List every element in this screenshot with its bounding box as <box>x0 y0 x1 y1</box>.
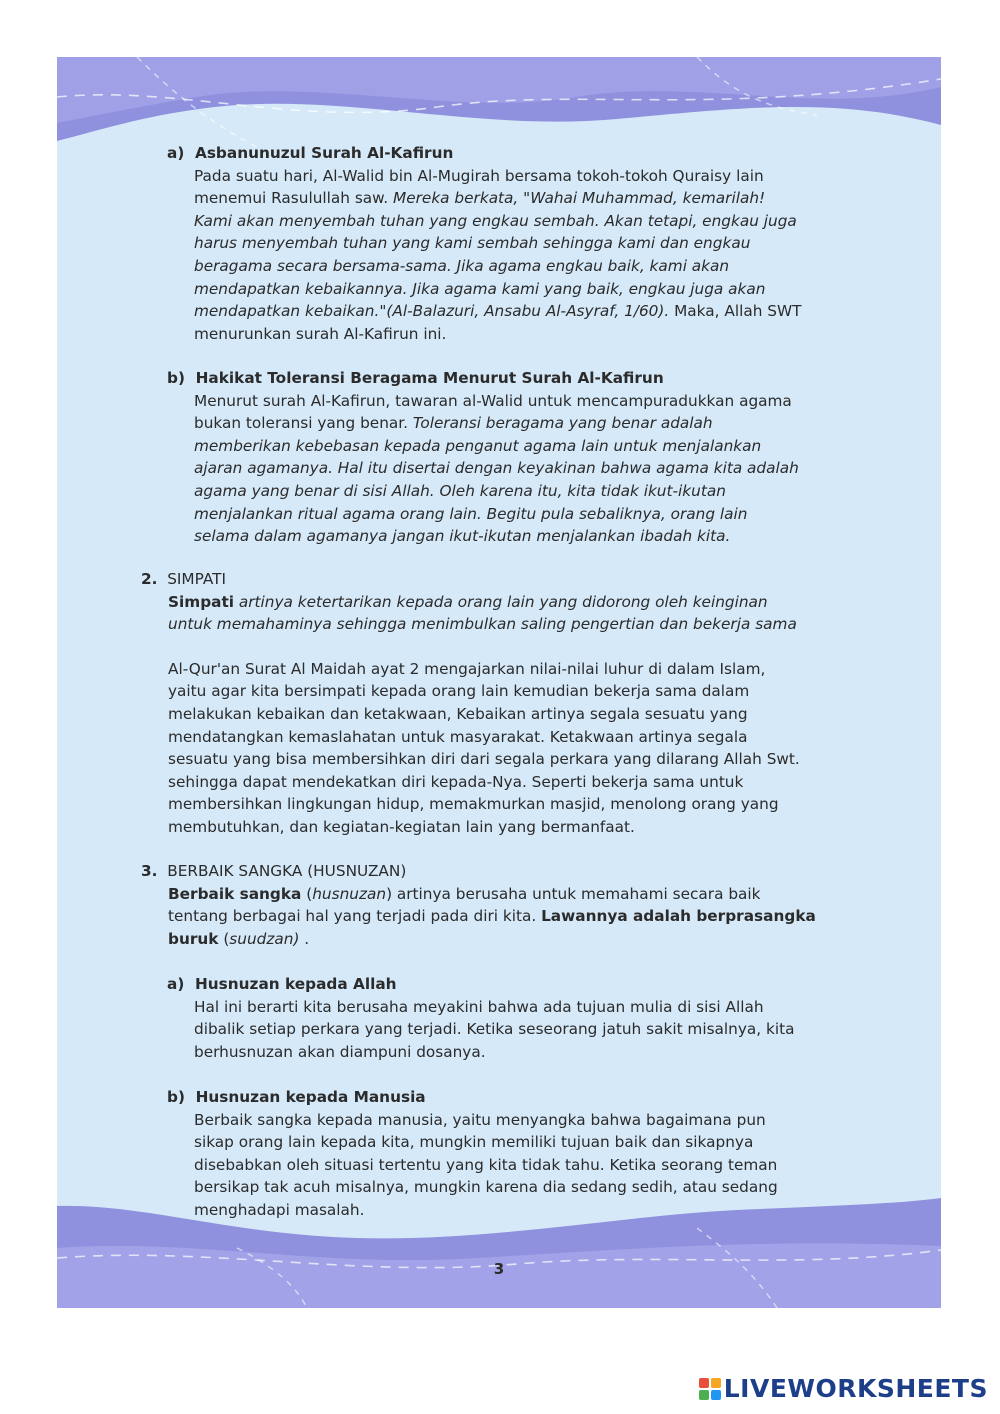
section-3a-heading-line <box>167 973 907 996</box>
page-number: 3 <box>493 1260 505 1278</box>
text-segment: bersikap tak acuh misalnya, mungkin karena dia sedang sedih, atau sedang <box>194 1178 778 1197</box>
text-segment: untuk memahaminya sehingga menimbulkan saling pengertian dan bekerja sama <box>168 615 797 634</box>
text-segment: sesuatu yang bisa membersihkan diri dari segala perkara yang dilarang Allah Swt. <box>168 750 800 769</box>
text-segment: Toleransi beragama yang benar adalah <box>412 414 713 433</box>
text-line <box>168 748 921 771</box>
section-3b-heading: Husnuzan kepada Manusia <box>195 1088 426 1106</box>
section-1a-heading-line <box>167 142 887 165</box>
text-segment: harus menyembah tuhan yang kami sembah sehingga kami dan engkau <box>194 234 751 253</box>
text-line <box>168 905 921 928</box>
text-segment: membersihkan lingkungan hidup, memakmurkan masjid, menolong orang yang <box>168 795 779 814</box>
text-line <box>194 1131 907 1154</box>
text-segment: dibalik setiap perkara yang terjadi. Ketika seseorang jatuh sakit misalnya, kita <box>194 1020 795 1039</box>
text-segment: husnuzan <box>312 884 387 903</box>
text-segment: ajaran agamanya. Hal itu disertai dengan keyakinan bahwa agama kita adalah <box>194 459 799 478</box>
text-line <box>194 435 907 458</box>
section-3-body <box>141 883 921 951</box>
section-2-heading-line <box>141 568 921 591</box>
text-segment: Kami akan menyembah tuhan yang engkau sembah. Akan tetapi, engkau juga <box>194 211 797 230</box>
section-3-heading-line <box>141 860 921 883</box>
text-segment: ( <box>301 884 313 903</box>
section-2-body <box>141 658 921 839</box>
text-segment: menghadapi masalah. <box>194 1200 365 1219</box>
section-1a-heading: Asbanunuzul Surah Al-Kafirun <box>194 144 454 162</box>
text-line <box>168 883 921 906</box>
text-line <box>168 928 921 951</box>
text-segment: Al-Qur'an Surat Al Maidah ayat 2 mengajarkan nilai-nilai luhur di dalam Islam, <box>168 659 766 678</box>
text-line <box>194 1199 907 1222</box>
text-segment: Lawannya adalah berprasangka <box>541 907 816 926</box>
section-2-heading: SIMPATI <box>167 570 227 588</box>
text-line <box>194 412 907 435</box>
text-segment: buruk <box>168 929 219 948</box>
text-line <box>194 1041 907 1064</box>
text-line <box>168 680 921 703</box>
section-3b-marker: b) <box>167 1088 185 1106</box>
text-line <box>168 658 921 681</box>
text-line <box>194 457 907 480</box>
section-2-marker: 2. <box>141 570 158 588</box>
text-line <box>194 210 887 233</box>
section-2 <box>141 568 921 839</box>
text-segment: sikap orang lain kepada kita, mungkin memiliki tujuan baik dan sikapnya <box>194 1133 754 1152</box>
section-1a <box>167 142 887 345</box>
liveworksheets-brand[interactable] <box>699 1374 988 1403</box>
text-segment: membutuhkan, dan kegiatan-kegiatan lain yang bermanfaat. <box>168 817 635 836</box>
text-segment: menjalankan ritual agama orang lain. Begitu pula sebaliknya, orang lain <box>194 504 748 523</box>
text-line <box>168 771 921 794</box>
text-segment: beragama secara bersama-sama. Jika agama engkau baik, kami akan <box>194 256 730 275</box>
text-line <box>168 726 921 749</box>
section-3a-body <box>167 996 907 1064</box>
text-segment: disebabkan oleh situasi tertentu yang kita tidak tahu. Ketika seorang teman <box>194 1155 778 1174</box>
text-segment: Mereka berkata, "Wahai Muhammad, kemarilah! <box>393 189 766 208</box>
liveworksheets-logo-icon <box>699 1378 721 1400</box>
section-3a-marker: a) <box>167 975 185 993</box>
worksheet-page <box>57 57 941 1308</box>
section-3-marker: 3. <box>141 862 158 880</box>
text-line <box>194 480 907 503</box>
text-segment: Berbaik sangka kepada manusia, yaitu menyangka bahwa bagaimana pun <box>194 1110 766 1129</box>
section-1b <box>167 367 907 548</box>
text-segment: tentang berbagai hal yang terjadi pada diri kita. <box>168 907 542 926</box>
section-3b <box>167 1086 907 1222</box>
section-1b-body <box>167 390 907 548</box>
text-line <box>168 591 921 614</box>
text-segment: Hal ini berarti kita berusaha meyakini bahwa ada tujuan mulia di sisi Allah <box>194 997 764 1016</box>
section-3-heading: BERBAIK SANGKA (HUSNUZAN) <box>167 862 407 880</box>
section-3a-heading: Husnuzan kepada Allah <box>194 975 397 993</box>
text-segment: suudzan) <box>229 929 300 948</box>
text-segment: mendapatkan kebaikannya. Jika agama kami yang baik, engkau juga akan <box>194 279 766 298</box>
text-segment: ) artinya berusaha untuk memahami secara baik <box>386 884 761 903</box>
section-3a <box>167 973 907 1063</box>
text-segment: memberikan kebebasan kepada penganut agama lain untuk menjalankan <box>194 436 762 455</box>
text-line <box>168 703 921 726</box>
text-line <box>168 816 921 839</box>
text-segment: . <box>299 929 310 948</box>
text-line <box>194 165 887 188</box>
text-segment: Berbaik sangka <box>168 884 302 903</box>
section-3 <box>141 860 921 950</box>
text-line <box>194 323 887 346</box>
text-segment: artinya ketertarikan kepada orang lain yang didorong oleh keinginan <box>234 592 768 611</box>
text-segment: Simpati <box>168 592 235 611</box>
text-line <box>194 300 887 323</box>
section-1b-heading-line <box>167 367 907 390</box>
text-segment: mendatangkan kemaslahatan untuk masyarakat. Ketakwaan artinya segala <box>168 727 748 746</box>
text-segment: menemui Rasulullah saw. <box>194 189 394 208</box>
text-line <box>194 1176 907 1199</box>
text-line <box>194 503 907 526</box>
text-line <box>194 255 887 278</box>
text-segment: Maka, Allah SWT <box>669 302 802 321</box>
text-line <box>194 187 887 210</box>
text-line <box>194 232 887 255</box>
text-line <box>194 390 907 413</box>
text-segment: Pada suatu hari, Al-Walid bin Al-Mugirah bersama tokoh-tokoh Quraisy lain <box>194 166 764 185</box>
text-segment: menurunkan surah Al-Kafirun ini. <box>194 324 447 343</box>
text-segment: bukan toleransi yang benar. <box>194 414 413 433</box>
text-segment: sehingga dapat mendekatkan diri kepada-Nya. Seperti bekerja sama untuk <box>168 772 744 791</box>
section-3b-heading-line <box>167 1086 907 1109</box>
text-segment: mendapatkan kebaikan."(Al-Balazuri, Ansabu Al-Asyraf, 1/60). <box>194 302 670 321</box>
section-2-intro <box>141 591 921 636</box>
text-segment: yaitu agar kita bersimpati kepada orang lain kemudian bekerja sama dalam <box>168 682 750 701</box>
text-segment: agama yang benar di sisi Allah. Oleh karena itu, kita tidak ikut-ikutan <box>194 481 726 500</box>
text-line <box>194 1109 907 1132</box>
brand-name: LIVEWORKSHEETS <box>723 1374 988 1403</box>
text-line <box>194 1154 907 1177</box>
text-line <box>194 1018 907 1041</box>
text-segment: selama dalam agamanya jangan ikut-ikutan menjalankan ibadah kita. <box>194 527 731 546</box>
text-line <box>168 793 921 816</box>
text-segment: ( <box>218 929 230 948</box>
text-line <box>194 996 907 1019</box>
section-1b-heading: Hakikat Toleransi Beragama Menurut Surah Al-Kafirun <box>195 369 664 387</box>
section-1a-marker: a) <box>167 144 185 162</box>
text-segment: berhusnuzan akan diampuni dosanya. <box>194 1042 486 1061</box>
section-3b-body <box>167 1109 907 1222</box>
section-1b-marker: b) <box>167 369 185 387</box>
text-line <box>194 525 907 548</box>
text-line <box>194 278 887 301</box>
text-segment: melakukan kebaikan dan ketakwaan, Kebaikan artinya segala sesuatu yang <box>168 704 748 723</box>
text-line <box>168 613 921 636</box>
text-segment: Menurut surah Al-Kafirun, tawaran al-Walid untuk mencampuradukkan agama <box>194 391 792 410</box>
section-1a-body <box>167 165 887 346</box>
